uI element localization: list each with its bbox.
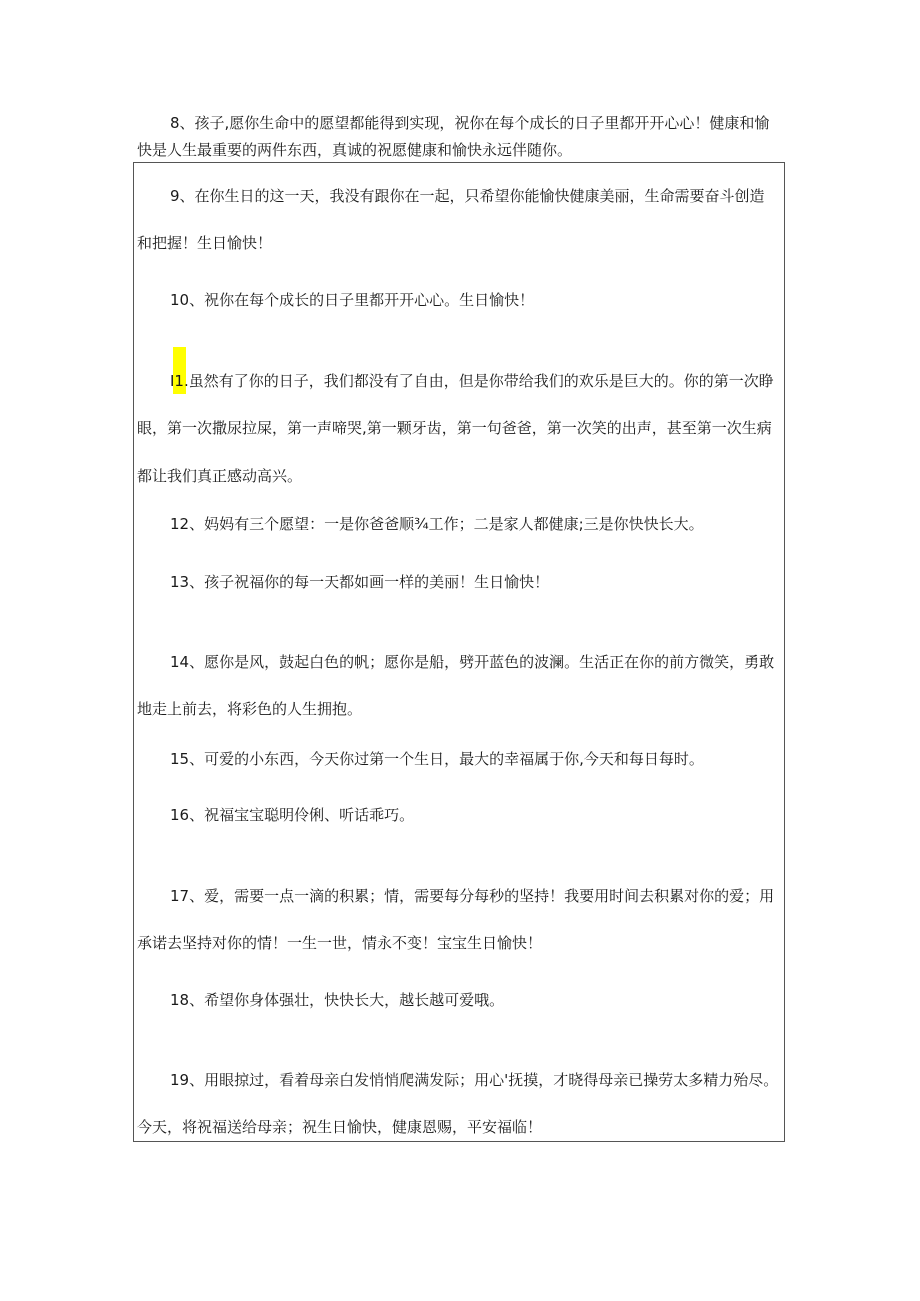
paragraph-11-line-1	[170, 371, 774, 391]
paragraph-14-line-1: 14、愿你是风，鼓起白色的帆；愿你是船，劈开蓝色的波澜。生活正在你的前方微笑，勇敢	[170, 653, 775, 671]
paragraph-11-number: I1.	[170, 372, 189, 390]
paragraph-17-line-1: 17、爱，需要一点一滴的积累；情，需要每分每秒的坚持！我要用时间去积累对你的爱；用	[170, 887, 775, 905]
paragraph-11-line-3: 都让我们真正感动高兴。	[137, 467, 303, 485]
paragraph-16-line-1: 16、祝福宝宝聪明伶俐、听话乖巧。	[170, 806, 415, 824]
paragraph-9-line-2: 和把握！生日愉快！	[137, 234, 273, 252]
paragraph-19-line-2: 今天，将祝福送给母亲；祝生日愉快，健康恩赐，平安福临！	[137, 1118, 543, 1136]
paragraph-15-line-1: 15、可爱的小东西，今天你过第一个生日，最大的幸福属于你,今天和每日每时。	[170, 750, 704, 768]
paragraph-8-line-1: 8、孩子,愿你生命中的愿望都能得到实现，祝你在每个成长的日子里都开开心心！健康和愉	[170, 114, 770, 132]
paragraph-18-line-1: 18、希望你身体强壮，快快长大，越长越可爱哦。	[170, 991, 505, 1009]
paragraph-19-line-1: 19、用眼掠过，看着母亲白发悄悄爬满发际；用心'抚摸，才晓得母亲已操劳太多精力殆尽。	[170, 1071, 779, 1089]
paragraph-9-line-1: 9、在你生日的这一天，我没有跟你在一起，只希望你能愉快健康美丽，生命需要奋斗创造	[170, 187, 765, 205]
paragraph-11-text: 虽然有了你的日子，我们都没有了自由，但是你带给我们的欢乐是巨大的。你的第一次睁	[188, 372, 774, 390]
paragraph-10-line-1: 10、祝你在每个成长的日子里都开开心心。生日愉快！	[170, 291, 535, 309]
paragraph-14-line-2: 地走上前去，将彩色的人生拥抱。	[137, 700, 363, 718]
paragraph-11-line-2: 眼，第一次撒尿拉屎，第一声啼哭,第一颗牙齿，第一句爸爸，第一次笑的出声，甚至第一次生病	[137, 419, 772, 437]
paragraph-17-line-2: 承诺去坚持对你的情！一生一世，情永不变！宝宝生日愉快！	[137, 934, 543, 952]
paragraph-13-line-1: 13、孩子祝福你的每一天都如画一样的美丽！生日愉快！	[170, 573, 550, 591]
paragraph-12-line-1: 12、妈妈有三个愿望：一是你爸爸顺¾工作；二是家人都健康;三是你快快长大。	[170, 515, 704, 533]
paragraph-8-line-2: 快是人生最重要的两件东西，真诚的祝愿健康和愉快永远伴随你。	[137, 141, 573, 159]
